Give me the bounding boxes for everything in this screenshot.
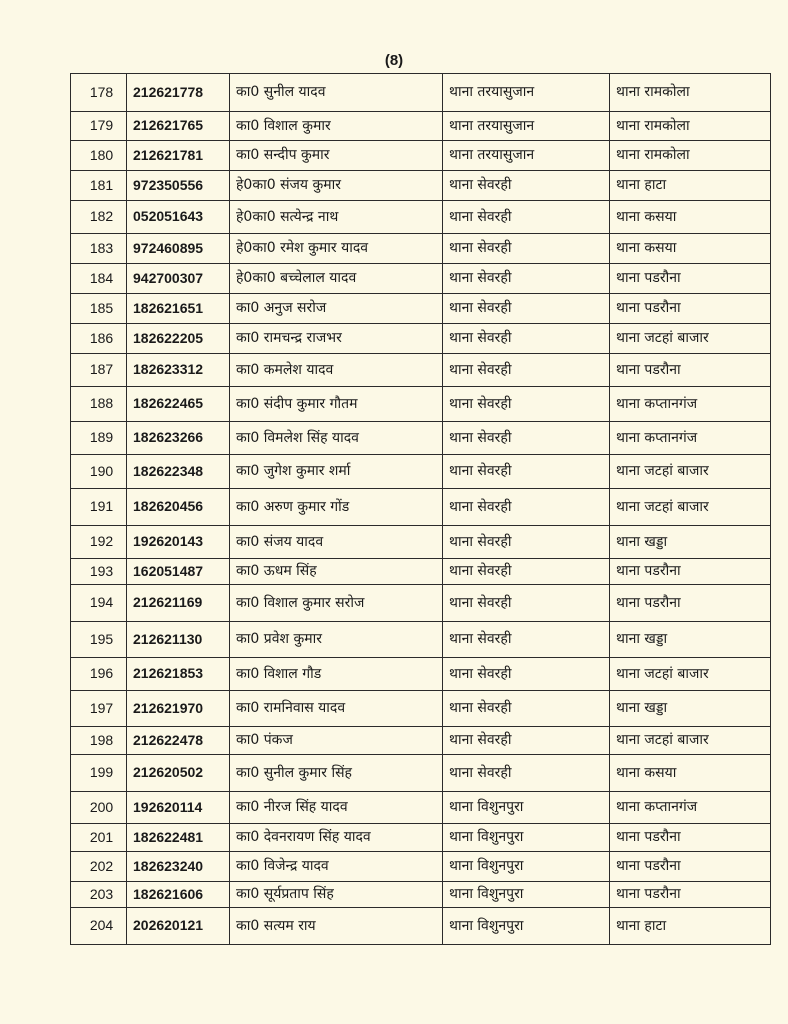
serial-number-cell: 202	[71, 852, 127, 882]
from-station-cell: थाना विशुनपुरा	[443, 824, 610, 852]
serial-number-cell: 181	[71, 171, 127, 201]
table-row	[71, 622, 771, 658]
serial-number-cell: 183	[71, 234, 127, 264]
transfer-table	[70, 73, 771, 945]
from-station-cell: थाना सेवरही	[443, 585, 610, 622]
page-number: (8)	[384, 52, 404, 69]
pno-cell: 972350556	[127, 171, 230, 201]
from-station-cell: थाना सेवरही	[443, 489, 610, 526]
pno-cell: 182622348	[127, 455, 230, 489]
from-station-cell: थाना सेवरही	[443, 622, 610, 658]
employee-name-cell: का0 पंकज	[230, 727, 443, 755]
serial-number-cell: 204	[71, 908, 127, 945]
serial-number-cell: 198	[71, 727, 127, 755]
serial-number-cell: 192	[71, 526, 127, 559]
serial-number-cell: 199	[71, 755, 127, 792]
to-station-cell: थाना पडरौना	[610, 264, 771, 294]
serial-number-cell: 195	[71, 622, 127, 658]
to-station-cell: थाना जटहां बाजार	[610, 489, 771, 526]
serial-number-cell: 190	[71, 455, 127, 489]
pno-cell: 182623266	[127, 422, 230, 455]
pno-cell: 212621781	[127, 141, 230, 171]
to-station-cell: थाना जटहां बाजार	[610, 324, 771, 354]
serial-number-cell: 187	[71, 354, 127, 387]
table-row	[71, 489, 771, 526]
pno-cell: 212621853	[127, 658, 230, 691]
from-station-cell: थाना सेवरही	[443, 526, 610, 559]
serial-number-cell: 179	[71, 112, 127, 141]
table-row	[71, 112, 771, 141]
employee-name-cell: का0 सुनील कुमार सिंह	[230, 755, 443, 792]
from-station-cell: थाना सेवरही	[443, 354, 610, 387]
pno-cell: 182621651	[127, 294, 230, 324]
employee-name-cell: का0 जुगेश कुमार शर्मा	[230, 455, 443, 489]
employee-name-cell: का0 विशाल गौड	[230, 658, 443, 691]
pno-cell: 182622481	[127, 824, 230, 852]
employee-name-cell: का0 सत्यम राय	[230, 908, 443, 945]
employee-name-cell: का0 सन्दीप कुमार	[230, 141, 443, 171]
to-station-cell: थाना पडरौना	[610, 354, 771, 387]
from-station-cell: थाना तरयासुजान	[443, 74, 610, 112]
table-row	[71, 824, 771, 852]
table-row	[71, 422, 771, 455]
table-row	[71, 201, 771, 234]
to-station-cell: थाना कप्तानगंज	[610, 387, 771, 422]
pno-cell: 212621130	[127, 622, 230, 658]
serial-number-cell: 191	[71, 489, 127, 526]
serial-number-cell: 185	[71, 294, 127, 324]
employee-name-cell: का0 सुनील यादव	[230, 74, 443, 112]
from-station-cell: थाना विशुनपुरा	[443, 852, 610, 882]
to-station-cell: थाना पडरौना	[610, 882, 771, 908]
table-row	[71, 526, 771, 559]
from-station-cell: थाना सेवरही	[443, 755, 610, 792]
to-station-cell: थाना रामकोला	[610, 74, 771, 112]
from-station-cell: थाना विशुनपुरा	[443, 882, 610, 908]
employee-name-cell: का0 अनुज सरोज	[230, 294, 443, 324]
from-station-cell: थाना सेवरही	[443, 387, 610, 422]
serial-number-cell: 194	[71, 585, 127, 622]
employee-name-cell: हे0का0 रमेश कुमार यादव	[230, 234, 443, 264]
to-station-cell: थाना पडरौना	[610, 852, 771, 882]
employee-name-cell: का0 देवनरायण सिंह यादव	[230, 824, 443, 852]
serial-number-cell: 201	[71, 824, 127, 852]
table-row	[71, 455, 771, 489]
table-row	[71, 691, 771, 727]
pno-cell: 212620502	[127, 755, 230, 792]
pno-cell: 212621765	[127, 112, 230, 141]
from-station-cell: थाना सेवरही	[443, 455, 610, 489]
from-station-cell: थाना सेवरही	[443, 324, 610, 354]
serial-number-cell: 182	[71, 201, 127, 234]
employee-name-cell: का0 अरुण कुमार गोंड	[230, 489, 443, 526]
employee-name-cell: का0 संदीप कुमार गौतम	[230, 387, 443, 422]
to-station-cell: थाना पडरौना	[610, 559, 771, 585]
employee-name-cell: का0 प्रवेश कुमार	[230, 622, 443, 658]
table-row	[71, 234, 771, 264]
from-station-cell: थाना सेवरही	[443, 691, 610, 727]
table-row	[71, 559, 771, 585]
pno-cell: 192620114	[127, 792, 230, 824]
to-station-cell: थाना रामकोला	[610, 141, 771, 171]
serial-number-cell: 180	[71, 141, 127, 171]
table-row	[71, 74, 771, 112]
to-station-cell: थाना खड्डा	[610, 622, 771, 658]
to-station-cell: थाना कसया	[610, 201, 771, 234]
table-row	[71, 908, 771, 945]
table-row	[71, 387, 771, 422]
to-station-cell: थाना हाटा	[610, 171, 771, 201]
to-station-cell: थाना जटहां बाजार	[610, 658, 771, 691]
to-station-cell: थाना कप्तानगंज	[610, 422, 771, 455]
employee-name-cell: का0 नीरज सिंह यादव	[230, 792, 443, 824]
pno-cell: 182621606	[127, 882, 230, 908]
serial-number-cell: 203	[71, 882, 127, 908]
serial-number-cell: 188	[71, 387, 127, 422]
pno-cell: 942700307	[127, 264, 230, 294]
table-row	[71, 294, 771, 324]
employee-name-cell: का0 विशाल कुमार सरोज	[230, 585, 443, 622]
pno-cell: 202620121	[127, 908, 230, 945]
table-row	[71, 264, 771, 294]
from-station-cell: थाना सेवरही	[443, 264, 610, 294]
employee-name-cell: का0 विजेन्द्र यादव	[230, 852, 443, 882]
table-row	[71, 171, 771, 201]
to-station-cell: थाना रामकोला	[610, 112, 771, 141]
table-row	[71, 882, 771, 908]
from-station-cell: थाना सेवरही	[443, 727, 610, 755]
pno-cell: 972460895	[127, 234, 230, 264]
serial-number-cell: 184	[71, 264, 127, 294]
pno-cell: 192620143	[127, 526, 230, 559]
employee-name-cell: हे0का0 बच्चेलाल यादव	[230, 264, 443, 294]
employee-name-cell: का0 रामचन्द्र राजभर	[230, 324, 443, 354]
to-station-cell: थाना कसया	[610, 234, 771, 264]
to-station-cell: थाना जटहां बाजार	[610, 727, 771, 755]
employee-name-cell: हे0का0 संजय कुमार	[230, 171, 443, 201]
to-station-cell: थाना पडरौना	[610, 824, 771, 852]
employee-name-cell: का0 विशाल कुमार	[230, 112, 443, 141]
pno-cell: 212622478	[127, 727, 230, 755]
employee-name-cell: का0 संजय यादव	[230, 526, 443, 559]
pno-cell: 212621970	[127, 691, 230, 727]
serial-number-cell: 193	[71, 559, 127, 585]
to-station-cell: थाना कप्तानगंज	[610, 792, 771, 824]
serial-number-cell: 189	[71, 422, 127, 455]
table-row	[71, 141, 771, 171]
serial-number-cell: 200	[71, 792, 127, 824]
pno-cell: 212621169	[127, 585, 230, 622]
to-station-cell: थाना कसया	[610, 755, 771, 792]
employee-name-cell: का0 सूर्यप्रताप सिंह	[230, 882, 443, 908]
to-station-cell: थाना हाटा	[610, 908, 771, 945]
table-row	[71, 852, 771, 882]
table-row	[71, 324, 771, 354]
from-station-cell: थाना तरयासुजान	[443, 141, 610, 171]
pno-cell: 182622205	[127, 324, 230, 354]
from-station-cell: थाना सेवरही	[443, 294, 610, 324]
from-station-cell: थाना तरयासुजान	[443, 112, 610, 141]
employee-name-cell: का0 विमलेश सिंह यादव	[230, 422, 443, 455]
pno-cell: 182622465	[127, 387, 230, 422]
table-row	[71, 658, 771, 691]
employee-name-cell: का0 रामनिवास यादव	[230, 691, 443, 727]
pno-cell: 182623240	[127, 852, 230, 882]
pno-cell: 052051643	[127, 201, 230, 234]
to-station-cell: थाना खड्डा	[610, 526, 771, 559]
from-station-cell: थाना विशुनपुरा	[443, 908, 610, 945]
table-row	[71, 755, 771, 792]
employee-name-cell: का0 कमलेश यादव	[230, 354, 443, 387]
from-station-cell: थाना विशुनपुरा	[443, 792, 610, 824]
table-row	[71, 727, 771, 755]
from-station-cell: थाना सेवरही	[443, 171, 610, 201]
serial-number-cell: 196	[71, 658, 127, 691]
to-station-cell: थाना जटहां बाजार	[610, 455, 771, 489]
to-station-cell: थाना खड्डा	[610, 691, 771, 727]
table-row	[71, 354, 771, 387]
table-row	[71, 585, 771, 622]
table-row	[71, 792, 771, 824]
to-station-cell: थाना पडरौना	[610, 585, 771, 622]
pno-cell: 182623312	[127, 354, 230, 387]
employee-name-cell: हे0का0 सत्येन्द्र नाथ	[230, 201, 443, 234]
from-station-cell: थाना सेवरही	[443, 422, 610, 455]
pno-cell: 182620456	[127, 489, 230, 526]
pno-cell: 162051487	[127, 559, 230, 585]
serial-number-cell: 197	[71, 691, 127, 727]
serial-number-cell: 178	[71, 74, 127, 112]
serial-number-cell: 186	[71, 324, 127, 354]
from-station-cell: थाना सेवरही	[443, 201, 610, 234]
pno-cell: 212621778	[127, 74, 230, 112]
employee-name-cell: का0 ऊधम सिंह	[230, 559, 443, 585]
from-station-cell: थाना सेवरही	[443, 234, 610, 264]
from-station-cell: थाना सेवरही	[443, 658, 610, 691]
from-station-cell: थाना सेवरही	[443, 559, 610, 585]
to-station-cell: थाना पडरौना	[610, 294, 771, 324]
